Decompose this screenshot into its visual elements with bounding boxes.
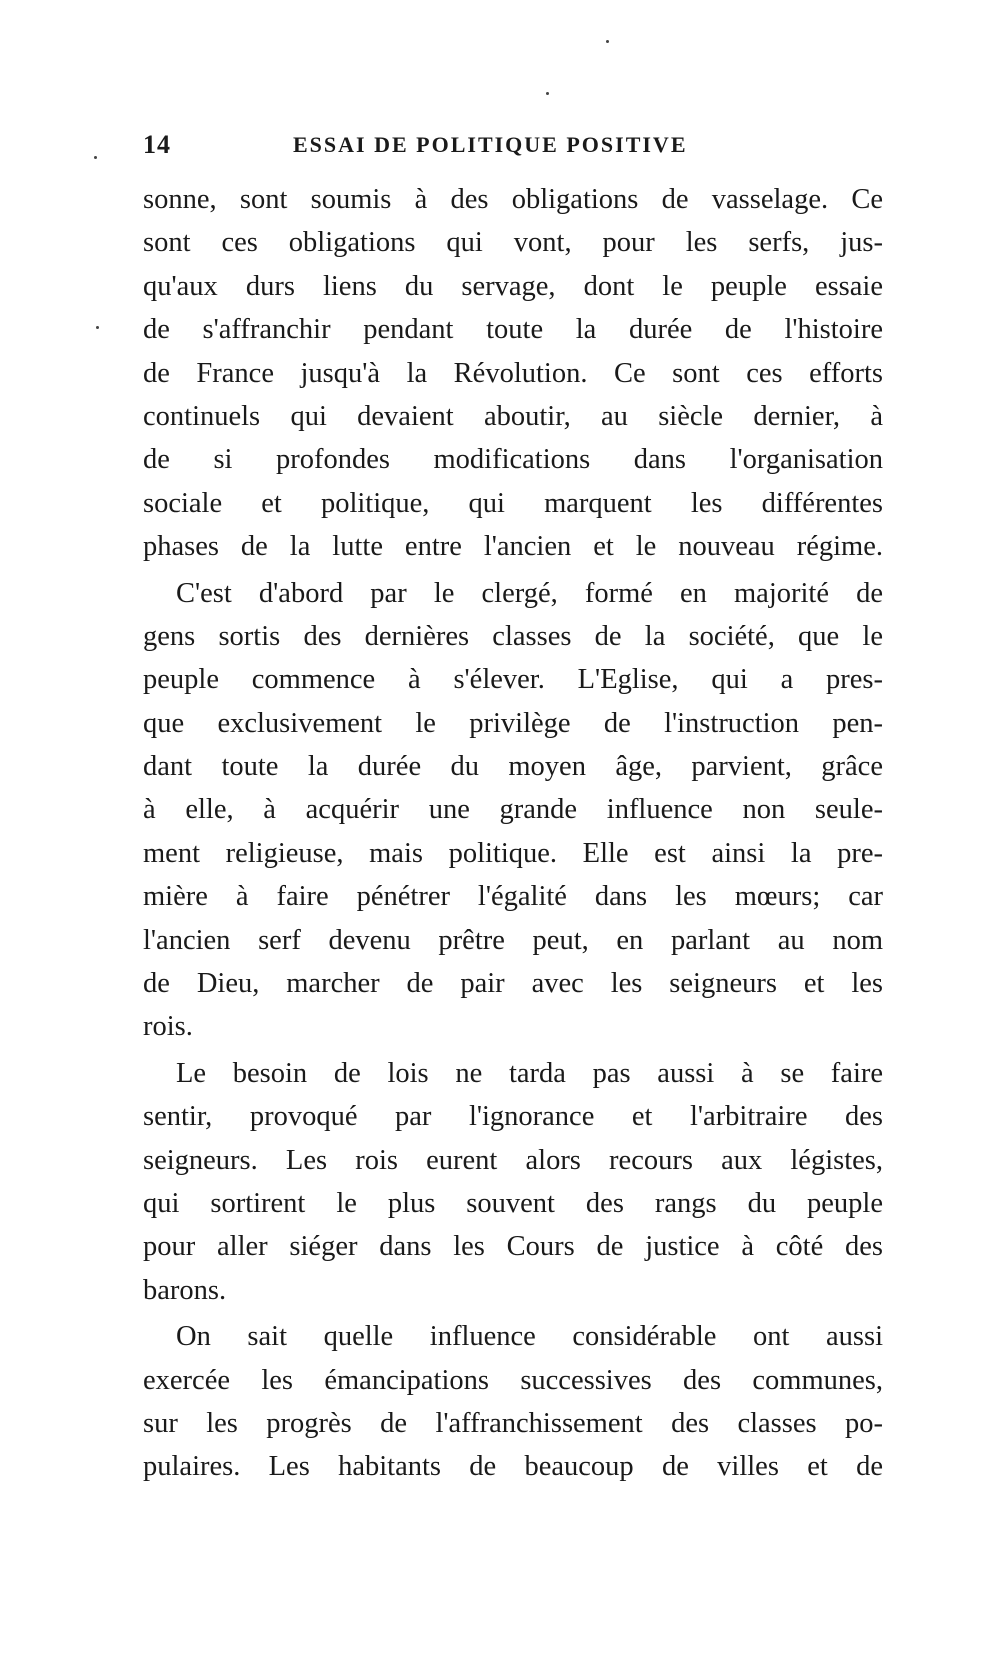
running-header [143,130,883,170]
text-line: seigneurs. Les rois eurent alors recours aux légistes, [143,1144,883,1176]
text-line: peuple commence à s'élever. L'Eglise, qui a pres- [143,664,883,696]
text-line: rois. [143,1011,193,1043]
text-line: pour aller siéger dans les Cours de justice à côté des [143,1231,883,1263]
text-line: Le besoin de lois ne tarda pas aussi à se faire [176,1057,883,1089]
text-line: que exclusivement le privilège de l'instruction pen- [143,707,883,739]
page-number: 14 [143,130,171,159]
text-line: On sait quelle influence considérable ont aussi [176,1321,883,1353]
text-line: sociale et politique, qui marquent les différentes [143,487,883,519]
text-line: sentir, provoqué par l'ignorance et l'arbitraire des [143,1101,883,1133]
text-line: qui sortirent le plus souvent des rangs du peuple [143,1187,883,1219]
text-line: barons. [143,1274,227,1306]
paragraph [143,572,883,1049]
text-line: de Dieu, marcher de pair avec les seigneurs et les [143,968,883,1000]
running-title: ESSAI DE POLITIQUE POSITIVE [293,132,688,157]
text-line: gens sortis des dernières classes de la société, que le [143,620,883,652]
text-line: sonne, sont soumis à des obligations de vasselage. Ce [143,184,883,215]
print-speck [606,40,609,43]
print-speck [96,326,99,329]
paragraph [143,178,883,569]
body-text [143,178,883,1489]
text-line: C'est d'abord par le clergé, formé en majorité de [176,577,883,609]
text-line: sont ces obligations qui vont, pour les serfs, jus- [143,227,883,259]
text-line: sur les progrès de l'affranchissement des classes po- [143,1407,883,1439]
print-speck [94,156,97,159]
text-line: pulaires. Les habitants de beaucoup de villes et de [143,1451,883,1483]
text-line: dant toute la durée du moyen âge, parvient, grâce [143,751,883,783]
text-line: mière à faire pénétrer l'égalité dans les mœurs; car [143,881,883,913]
text-line: ment religieuse, mais politique. Elle est ainsi la pre- [143,837,883,869]
text-line: continuels qui devaient aboutir, au siècle dernier, à [143,400,883,432]
text-line: l'ancien serf devenu prêtre peut, en parlant au nom [143,924,883,956]
paragraph [143,1315,883,1489]
text-line: qu'aux durs liens du servage, dont le peuple essaie [143,270,883,302]
paragraph [143,1052,883,1312]
text-line: de s'affranchir pendant toute la durée de l'histoire [143,314,883,346]
text-line: à elle, à acquérir une grande influence non seule- [143,794,883,826]
print-speck [546,92,549,95]
text-line: de si profondes modifications dans l'organisation [143,444,883,476]
text-line: de France jusqu'à la Révolution. Ce sont ces efforts [143,357,883,389]
text-line: phases de la lutte entre l'ancien et le nouveau régime. [143,531,883,563]
text-line: exercée les émancipations successives des communes, [143,1364,883,1396]
